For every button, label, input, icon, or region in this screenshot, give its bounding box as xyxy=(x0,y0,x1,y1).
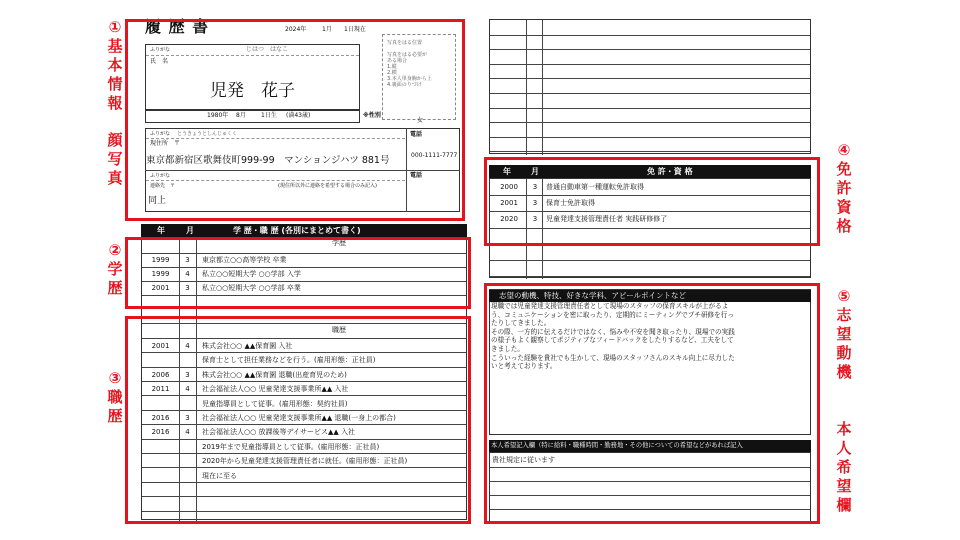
label-photo xyxy=(105,131,125,188)
motivation-line: きました。 xyxy=(491,344,524,353)
label-char: 格 xyxy=(836,217,852,235)
education-month: 3 xyxy=(185,284,190,292)
work-row xyxy=(142,353,466,367)
work-text: 児童指導員として従事。(雇用形態：契約社員) xyxy=(202,399,348,408)
license-row xyxy=(490,196,810,210)
label-char: 資 xyxy=(836,198,852,216)
label-char: 本 xyxy=(107,56,123,74)
label-char: ⑤ xyxy=(837,287,851,305)
wish-box xyxy=(489,452,811,524)
label-char: 希 xyxy=(836,458,852,476)
work-text: 社会福祉法人○○ 放課後等デイサービス▲▲ 入社 xyxy=(202,428,355,437)
motivation-line: いと考えております。 xyxy=(491,362,557,371)
label-char: 顔 xyxy=(107,131,123,149)
label-char: ④ xyxy=(837,141,851,159)
label-license xyxy=(834,141,854,236)
label-char: 動 xyxy=(836,344,852,362)
license-header-year: 年 xyxy=(503,167,511,176)
wish-title: 本人希望記入欄（特に給料・職種時間・勤務地・その他についての希望などがあれば記入 xyxy=(489,440,811,452)
tel-label: 電話 xyxy=(410,131,423,138)
motivation-line: その際、一方的に伝えるだけではなく、悩みや不安を聞き取ったり、現場での実践 xyxy=(491,327,735,336)
work-text: 社会福祉法人○○ 児童発達支援事業所▲▲ 入社 xyxy=(202,385,349,394)
work-section-title: 職歴 xyxy=(332,326,346,334)
work-text: 現在に至る xyxy=(202,471,237,480)
label-char: ② xyxy=(108,241,122,259)
history-header-year: 年 xyxy=(157,226,165,235)
birth-year: 1980年 xyxy=(207,112,229,119)
address-furigana-label: ふりがな xyxy=(150,131,171,137)
work-year: 2006 xyxy=(151,370,170,379)
license-year: 2000 xyxy=(500,183,518,191)
license-row xyxy=(490,180,810,194)
work-row xyxy=(142,440,466,454)
date-month: 1月 xyxy=(322,26,332,33)
tel-value: 000-1111-7777 xyxy=(411,152,458,159)
education-row xyxy=(142,267,466,281)
label-char: 歴 xyxy=(107,279,123,297)
work-text: 株式会社○○ ▲▲保育園 退職(出産育児のため) xyxy=(202,370,347,379)
license-header-title: 免 許・資 格 xyxy=(647,167,693,176)
label-char: 基 xyxy=(107,37,123,55)
name-label: 氏 名 xyxy=(150,58,169,65)
label-char: 望 xyxy=(836,477,852,495)
history-header-title: 学 歴・職 歴 (各別にまとめて書く) xyxy=(233,226,361,235)
license-year: 2020 xyxy=(500,215,518,224)
work-year: 2011 xyxy=(151,385,170,394)
work-text: 2020年から児童発達支援管理責任者に就任。(雇用形態：正社員) xyxy=(202,457,408,466)
contact-note: (現住所以外に連絡を希望する場合のみ記入) xyxy=(278,183,377,189)
work-row xyxy=(142,469,466,483)
license-row xyxy=(490,212,810,226)
label-char: 免 xyxy=(836,160,852,178)
work-month: 3 xyxy=(185,414,190,422)
label-education xyxy=(105,241,125,298)
furigana-label: ふりがな xyxy=(150,47,171,53)
license-month: 3 xyxy=(532,215,538,224)
label-char: 望 xyxy=(836,325,852,343)
label-char: 志 xyxy=(836,306,852,324)
motivation-line: こういった経験を貴社でも生かして、現場のスタッフさんのスキル向上に尽力した xyxy=(491,353,735,362)
work-text: 保育士として担任業務などを行う。(雇用形態：正社員) xyxy=(202,356,376,365)
license-header xyxy=(489,165,811,178)
label-basic-info xyxy=(105,18,125,113)
resume-title: 履 歴 書 xyxy=(145,17,210,36)
work-text: 2019年まで児童指導員として従事。(雇用形態：正社員) xyxy=(202,442,380,451)
work-text: 株式会社○○ ▲▲保育園 入社 xyxy=(202,342,293,350)
license-header-month: 月 xyxy=(531,167,539,176)
applicant-name: 児発 花子 xyxy=(210,81,295,101)
license-month: 3 xyxy=(532,199,538,208)
work-year: 2016 xyxy=(151,414,170,422)
label-motivation xyxy=(834,287,854,382)
label-char: 情 xyxy=(107,75,123,93)
work-row xyxy=(142,339,466,353)
work-month: 3 xyxy=(185,370,190,379)
sex-label: ※性別 xyxy=(363,112,381,119)
work-row xyxy=(142,454,466,468)
label-char: 本 xyxy=(836,420,852,438)
work-month: 4 xyxy=(185,342,190,350)
wish-value: 貴社規定に従います xyxy=(492,456,555,464)
motivation-title: 志望の動機、特技、好きな学科、アピールポイントなど xyxy=(489,290,811,302)
education-table xyxy=(141,238,467,308)
contact-tel-label: 電話 xyxy=(410,172,423,179)
label-char: 報 xyxy=(107,94,123,112)
contact-label: 連絡先 〒 xyxy=(150,183,176,189)
contact-furigana-label: ふりがな xyxy=(150,173,171,179)
motivation-line: の様子もよく観察してポジティブなフィードバックをしたりするなど、工夫をして xyxy=(491,336,734,345)
photo-note: 写真をはる位置 写真をはる必要が ある場合 1.縦 2.横 3.本人単身胸から上 4.裏面のりづけ xyxy=(387,40,432,88)
label-char: 歴 xyxy=(107,407,123,425)
work-year: 2001 xyxy=(151,342,170,350)
label-char: 人 xyxy=(836,439,852,457)
education-month: 3 xyxy=(185,256,190,264)
label-wish xyxy=(834,420,854,515)
label-char: 許 xyxy=(836,179,852,197)
work-text: 社会福祉法人○○ 児童発達支援事業所▲▲ 退職(一身上の都合) xyxy=(202,414,396,422)
education-row xyxy=(142,253,466,267)
license-text: 保育士免許取得 xyxy=(546,199,595,208)
address-label: 現住所 〒 xyxy=(150,140,181,147)
work-row xyxy=(142,425,466,439)
license-month: 3 xyxy=(532,183,538,191)
work-month: 4 xyxy=(185,385,190,394)
date-year: 2024年 xyxy=(285,26,307,33)
label-char: 欄 xyxy=(836,496,852,514)
birth-month: 8月 xyxy=(236,112,246,119)
furigana-name: じはつ はなこ xyxy=(246,46,289,53)
education-month: 4 xyxy=(185,270,190,278)
education-year: 2001 xyxy=(151,284,170,292)
age: (満43歳) xyxy=(286,112,311,119)
motivation-line: う、コミュニケーションを密に取ったり、定期的にミーティングでプチ研修を行っ xyxy=(491,310,734,319)
right-top-table xyxy=(489,19,811,154)
work-table xyxy=(141,308,467,520)
work-row xyxy=(142,411,466,425)
work-row xyxy=(142,397,466,411)
sex-value: 女 xyxy=(417,117,424,124)
education-year: 1999 xyxy=(151,270,170,278)
address-furigana: とうきょうとしんじゅくく xyxy=(177,131,238,137)
education-text: 私立○○短期大学 ○○学部 卒業 xyxy=(202,284,301,292)
label-char: ① xyxy=(108,18,122,36)
label-char: 職 xyxy=(107,388,123,406)
work-year: 2016 xyxy=(151,428,170,437)
license-table xyxy=(489,178,811,278)
license-text: 児童発達支援管理責任者 実践研修修了 xyxy=(546,215,668,224)
date-day: 1日現在 xyxy=(344,26,366,33)
birth-row xyxy=(145,110,360,123)
license-text: 普通自動車第一種運転免許取得 xyxy=(546,183,644,191)
address-value: 東京都新宿区歌舞伎町999-99 マンションジハツ 881号 xyxy=(146,155,390,166)
education-section-title: 学歴 xyxy=(332,239,346,247)
birth-day: 1日生 xyxy=(261,112,277,119)
work-row xyxy=(142,368,466,382)
label-char: 機 xyxy=(836,363,852,381)
motivation-line: 現職では児童発達支援管理責任者として現場のスタッフの保育スキルが上がるよ xyxy=(491,302,729,310)
education-year: 1999 xyxy=(151,256,170,264)
label-char: 写 xyxy=(107,150,123,168)
education-row xyxy=(142,281,466,295)
history-header-month: 月 xyxy=(186,226,194,235)
work-row xyxy=(142,382,466,396)
label-work xyxy=(105,369,125,426)
motivation-line: たりしてきました。 xyxy=(491,319,551,328)
license-year: 2001 xyxy=(500,199,518,208)
motivation-text xyxy=(491,302,809,371)
work-month: 4 xyxy=(185,428,190,437)
education-text: 私立○○短期大学 ○○学部 入学 xyxy=(202,270,301,278)
label-char: ③ xyxy=(108,369,122,387)
label-char: 学 xyxy=(107,260,123,278)
contact-value: 同上 xyxy=(148,196,167,206)
education-text: 東京都立○○高等学校 卒業 xyxy=(202,256,287,264)
label-char: 真 xyxy=(107,169,123,187)
